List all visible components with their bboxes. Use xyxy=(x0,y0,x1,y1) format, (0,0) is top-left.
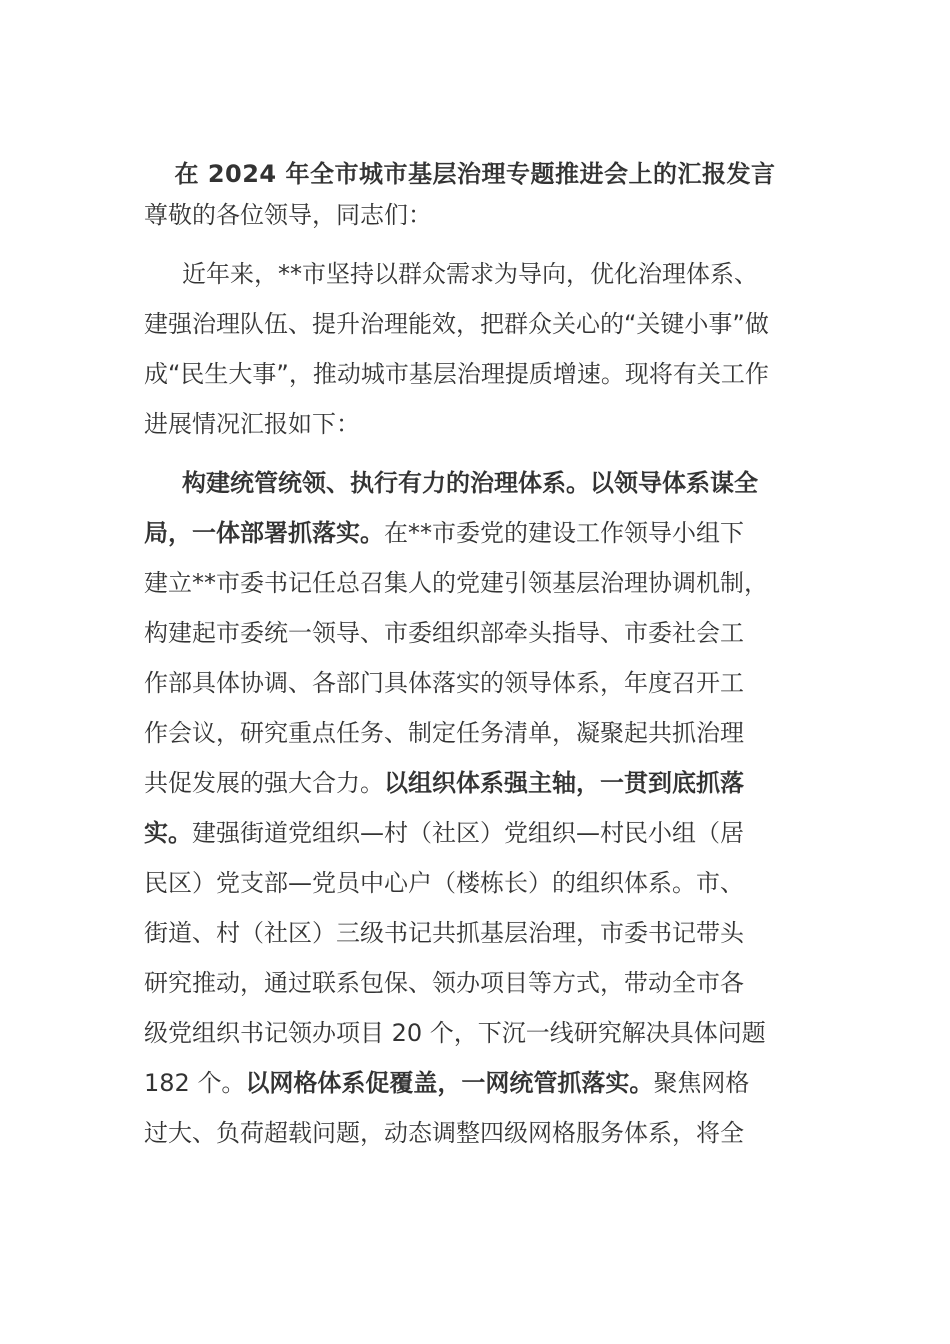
section-line: 过大、负荷超载问题，动态调整四级网格服务体系，将全 xyxy=(144,1119,744,1147)
section-line: 级党组织书记领办项目 20 个，下沉一线研究解决具体问题 xyxy=(144,1019,766,1047)
subheading-organization: 以组织体系强主轴，一贯到底抓落 xyxy=(384,769,744,797)
section-line xyxy=(144,508,824,558)
section-line: 构建起市委统一领导、市委组织部牵头指导、市委社会工 xyxy=(144,619,744,647)
subheading-leadership: 局，一体部署抓落实。 xyxy=(144,519,384,547)
section-line xyxy=(144,758,824,808)
section-line: 建立**市委书记任总召集人的党建引领基层治理协调机制， xyxy=(144,569,768,597)
section-line: 研究推动，通过联系包保、领办项目等方式，带动全市各 xyxy=(144,969,744,997)
section-line xyxy=(144,1058,824,1108)
subheading-grid: 以网格体系促覆盖，一网统管抓落实。 xyxy=(245,1069,654,1097)
section-text: 建强街道党组织—村（社区）党组织—村民小组（居 xyxy=(192,819,744,847)
section-line: 民区）党支部—党员中心户（楼栋长）的组织体系。市、 xyxy=(144,869,744,897)
salutation: 尊敬的各位领导，同志们： xyxy=(144,201,432,229)
document-body xyxy=(144,190,824,1158)
section-paragraph xyxy=(144,458,824,1158)
section-text: 聚焦网格 xyxy=(653,1069,750,1097)
section-heading-line: 构建统管统领、执行有力的治理体系。以领导体系谋全 xyxy=(182,469,758,497)
section-text: 182 个。 xyxy=(144,1069,246,1097)
section-line: 街道、村（社区）三级书记共抓基层治理，市委书记带头 xyxy=(144,919,744,947)
section-line: 作会议，研究重点任务、制定任务清单，凝聚起共抓治理 xyxy=(144,719,744,747)
intro-line: 建强治理队伍、提升治理能效，把群众关心的“关键小事”做 xyxy=(144,310,769,338)
section-line xyxy=(144,808,824,858)
section-text: 在**市委党的建设工作领导小组下 xyxy=(384,519,744,547)
subheading-organization-end: 实。 xyxy=(144,819,192,847)
section-line: 作部具体协调、各部门具体落实的领导体系，年度召开工 xyxy=(144,669,744,697)
intro-paragraph xyxy=(144,249,824,449)
document-title: 在 2024 年全市城市基层治理专题推进会上的汇报发言 xyxy=(174,160,776,188)
intro-line: 近年来，**市坚持以群众需求为导向，优化治理体系、 xyxy=(182,260,758,288)
section-text: 共促发展的强大合力。 xyxy=(144,769,384,797)
intro-line: 成“民生大事”，推动城市基层治理提质增速。现将有关工作 xyxy=(144,360,769,388)
intro-line: 进展情况汇报如下： xyxy=(144,410,360,438)
